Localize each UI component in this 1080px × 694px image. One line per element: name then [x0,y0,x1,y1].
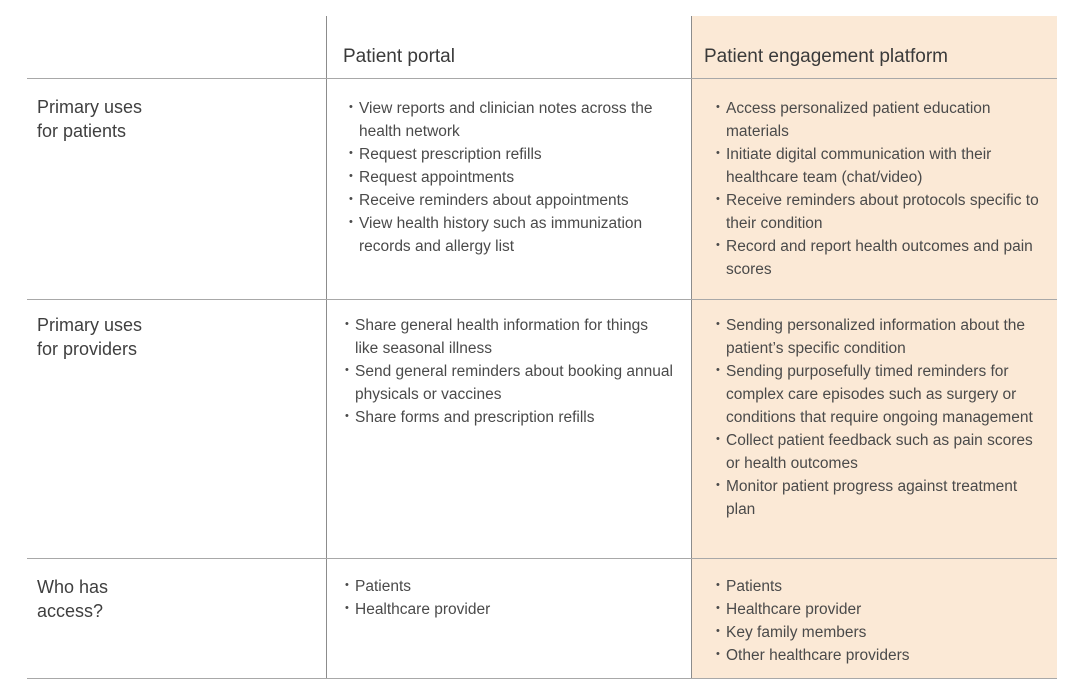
list-item: • Receive reminders about appointments [349,189,679,212]
list-item: • Patients [716,575,1046,598]
list-item: • Receive reminders about protocols specific to their condition [716,189,1046,235]
header-patient-engagement-platform: Patient engagement platform [704,46,948,67]
list-item: • Access personalized patient education materials [716,97,1046,143]
list-item: • Record and report health outcomes and pain scores [716,235,1046,281]
platform-provider-uses-list [716,314,1046,521]
header-divider [27,78,1057,79]
row-label-line: access? [37,601,104,621]
portal-patient-uses-list [349,97,679,258]
row-label-line: for providers [37,339,138,359]
list-item: • Send general reminders about booking annual physicals or vaccines [345,360,675,406]
list-item: • View reports and clinician notes across the health network [349,97,679,143]
row-divider-1 [27,299,1057,300]
list-item: • Monitor patient progress against treatment plan [716,475,1046,521]
portal-provider-uses-list [345,314,675,429]
row-label-line: Primary uses [37,315,143,335]
list-item: • Initiate digital communication with their healthcare team (chat/video) [716,143,1046,189]
list-item: • Sending purposefully timed reminders for complex care episodes such as surgery or conditions that require ongoing management [716,360,1046,429]
portal-access-list [345,575,675,621]
column-divider-portal [326,16,327,678]
column-divider-platform [691,16,692,678]
platform-patient-uses-list [716,97,1046,281]
list-item: • Sending personalized information about the patient’s specific condition [716,314,1046,360]
list-item: • View health history such as immunization records and allergy list [349,212,679,258]
row-divider-2 [27,558,1057,559]
list-item: • Share forms and prescription refills [345,406,675,429]
list-item: • Healthcare provider [345,598,675,621]
list-item: • Other healthcare providers [716,644,1046,667]
row-label-provider-uses [37,313,187,361]
list-item: • Request appointments [349,166,679,189]
list-item: • Request prescription refills [349,143,679,166]
row-label-patients-uses [37,95,187,143]
row-label-access [37,575,187,623]
row-divider-3 [27,678,1057,679]
platform-access-list [716,575,1046,667]
list-item: • Share general health information for things like seasonal illness [345,314,675,360]
header-patient-portal: Patient portal [343,46,455,67]
row-label-line: for patients [37,121,127,141]
row-label-line: Who has [37,577,109,597]
list-item: • Healthcare provider [716,598,1046,621]
list-item: • Key family members [716,621,1046,644]
row-label-line: Primary uses [37,97,143,117]
list-item: • Patients [345,575,675,598]
list-item: • Collect patient feedback such as pain scores or health outcomes [716,429,1046,475]
